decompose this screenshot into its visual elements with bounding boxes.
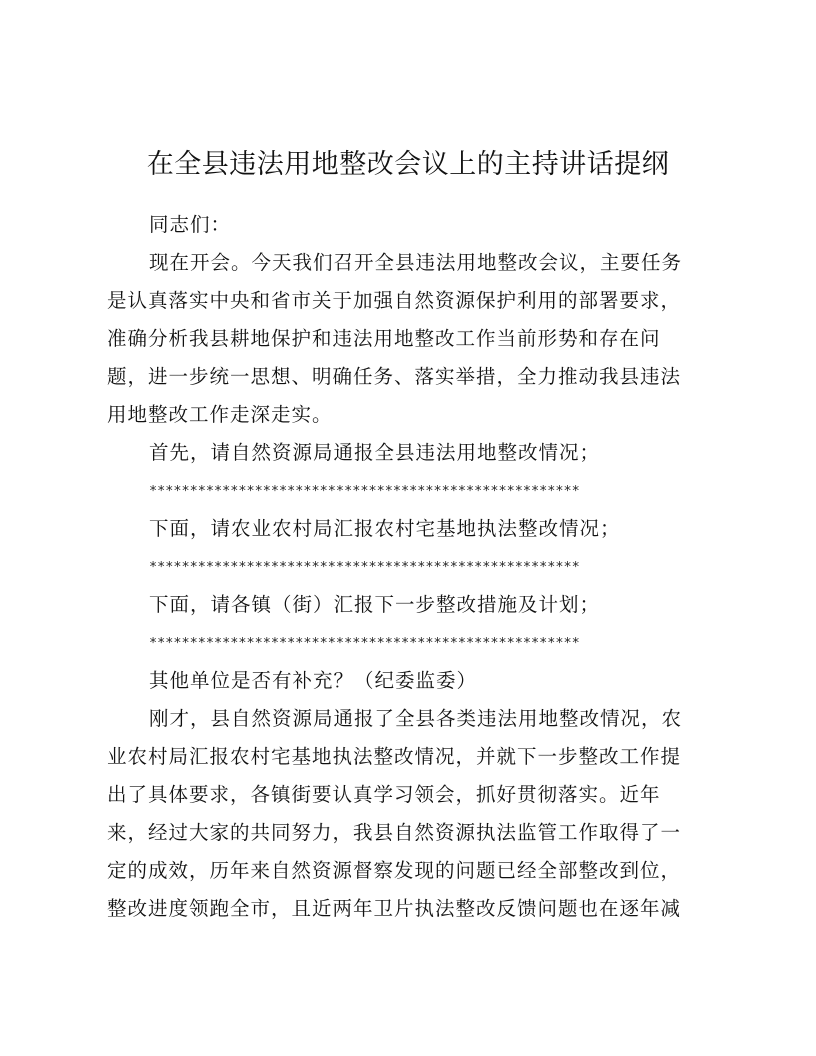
placeholder-stars-line: ***************************************************** xyxy=(149,559,580,575)
paragraph-line: 现在开会。今天我们召开全县违法用地整改会议，主要任务 xyxy=(149,251,683,274)
agenda-item-line: 下面，请农业农村局汇报农村宅基地执法整改情况； xyxy=(149,517,621,540)
paragraph-line: 整改进度领跑全市，且近两年卫片执法整改反馈问题也在逐年减 xyxy=(107,897,682,920)
agenda-item-line: 首先，请自然资源局通报全县违法用地整改情况； xyxy=(149,441,601,464)
document-body xyxy=(107,206,707,928)
paragraph-line: 题，进一步统一思想、明确任务、落实举措，全力推动我县违法 xyxy=(107,365,682,388)
paragraph-line: 是认真落实中央和省市关于加强自然资源保护利用的部署要求， xyxy=(107,289,682,312)
placeholder-stars-line: ***************************************************** xyxy=(149,483,580,499)
agenda-item-line: 其他单位是否有补充？（纪委监委） xyxy=(149,669,478,692)
agenda-item-line: 下面，请各镇（街）汇报下一步整改措施及计划； xyxy=(149,593,601,616)
paragraph-line: 准确分析我县耕地保护和违法用地整改工作当前形势和存在问 xyxy=(107,327,661,350)
paragraph-line: 用地整改工作走深走实。 xyxy=(107,403,333,426)
paragraph-line: 来，经过大家的共同努力，我县自然资源执法监管工作取得了一 xyxy=(107,821,682,844)
paragraph-line: 刚才，县自然资源局通报了全县各类违法用地整改情况，农 xyxy=(149,707,683,730)
salutation-line: 同志们： xyxy=(149,213,232,236)
paragraph-line: 业农村局汇报农村宅基地执法整改情况，并就下一步整改工作提 xyxy=(107,745,682,768)
placeholder-stars-line: ***************************************************** xyxy=(149,635,580,651)
paragraph-line: 出了具体要求，各镇街要认真学习领会，抓好贯彻落实。近年 xyxy=(107,783,661,806)
document-title: 在全县违法用地整改会议上的主持讲话提纲 xyxy=(146,149,670,180)
paragraph-line: 定的成效，历年来自然资源督察发现的问题已经全部整改到位， xyxy=(107,859,682,882)
